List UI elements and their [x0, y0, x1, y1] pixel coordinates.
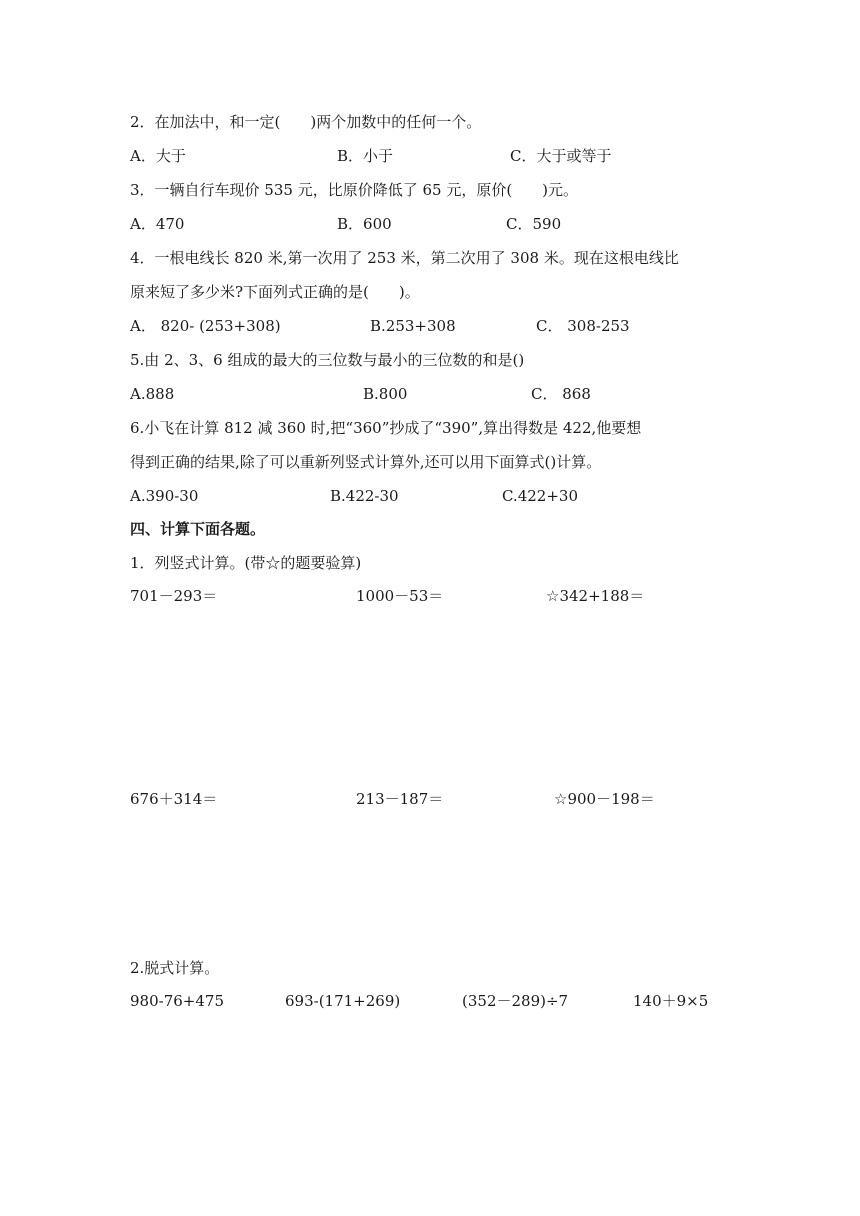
- section-4-part2-title: 2.脱式计算。: [130, 959, 220, 977]
- question-4-option-c: C． 308-253: [536, 317, 630, 335]
- question-4-option-b: B.253+308: [370, 317, 456, 335]
- question-5-option-c: C． 868: [531, 385, 591, 403]
- question-5-stem: 5.由 2、3、6 组成的最大的三位数与最小的三位数的和是(): [130, 351, 525, 369]
- section-4-title: 四、计算下面各题。: [130, 520, 266, 538]
- question-3-option-b: B．600: [337, 215, 392, 233]
- question-5-option-a: A.888: [130, 385, 175, 403]
- question-3-stem: 3．一辆自行车现价 535 元，比原价降低了 65 元，原价( )元。: [130, 181, 579, 199]
- question-4-stem-line1: 4．一根电线长 820 米,第一次用了 253 米，第二次用了 308 米。现在这根电线比: [130, 249, 679, 267]
- vertical-calc-4: 676＋314＝: [130, 790, 218, 808]
- question-6-option-a: A.390-30: [130, 487, 199, 505]
- vertical-calc-5: 213－187＝: [356, 790, 444, 808]
- question-4-stem-line2: 原来短了多少米?下面列式正确的是( )。: [130, 283, 420, 301]
- step-calc-3: (352－289)÷7: [462, 992, 569, 1010]
- question-2-option-a: A．大于: [130, 147, 186, 165]
- vertical-calc-3: ☆342+188＝: [546, 587, 645, 605]
- step-calc-4: 140＋9×5: [633, 992, 709, 1010]
- section-4-part1-title: 1．列竖式计算。(带☆的题要验算): [130, 554, 362, 572]
- vertical-calc-2: 1000－53＝: [356, 587, 444, 605]
- question-6-option-b: B.422-30: [330, 487, 399, 505]
- question-3-option-c: C．590: [506, 215, 562, 233]
- vertical-calc-6: ☆900－198＝: [554, 790, 655, 808]
- question-4-option-a: A． 820- (253+308): [130, 317, 281, 335]
- question-2-option-c: C．大于或等于: [510, 147, 612, 165]
- question-6-stem-line2: 得到正确的结果,除了可以重新列竖式计算外,还可以用下面算式()计算。: [130, 453, 602, 471]
- vertical-calc-1: 701－293＝: [130, 587, 218, 605]
- step-calc-2: 693-(171+269): [285, 992, 401, 1010]
- question-6-option-c: C.422+30: [502, 487, 578, 505]
- question-6-stem-line1: 6.小飞在计算 812 减 360 时,把“360”抄成了“390”,算出得数是 422,他要想: [130, 419, 642, 437]
- question-2-option-b: B．小于: [337, 147, 394, 165]
- question-2-stem: 2．在加法中，和一定( )两个加数中的任何一个。: [130, 113, 482, 131]
- question-3-option-a: A．470: [130, 215, 185, 233]
- step-calc-1: 980-76+475: [130, 992, 224, 1010]
- question-5-option-b: B.800: [363, 385, 408, 403]
